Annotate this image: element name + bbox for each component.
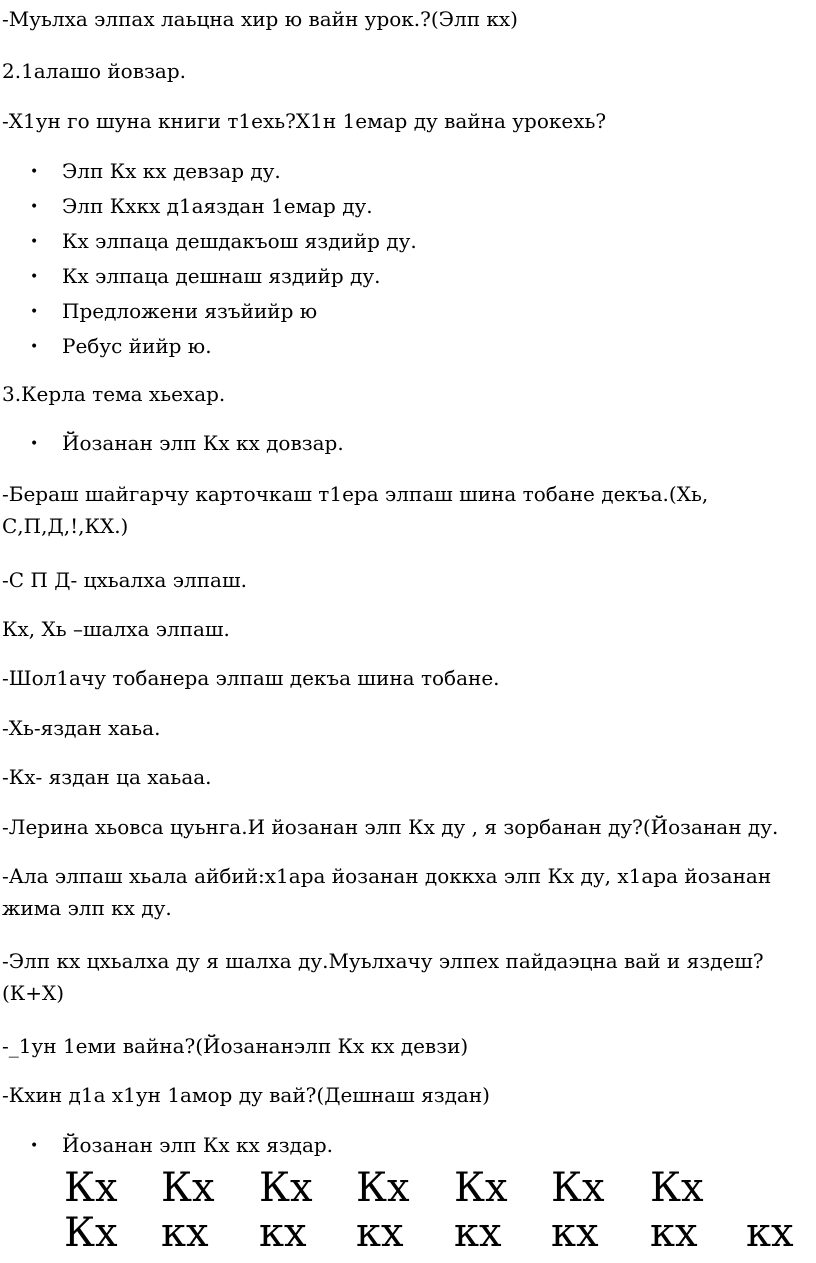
handwritten-letter-pair: кх — [746, 1210, 794, 1256]
text-line-9: -Хь-яздан хаьа. — [2, 716, 161, 740]
bullet-item — [30, 155, 281, 187]
handwritten-letter-pair: Кх — [551, 1165, 605, 1211]
bullet-dot: • — [30, 1138, 39, 1154]
bullet-item — [30, 330, 212, 362]
bullet-item — [30, 1129, 333, 1161]
bullet-text: Элп Кх кх девзар ду. — [62, 159, 281, 183]
handwritten-letter-pair: Кх — [454, 1165, 508, 1211]
handwritten-letter-pair: Кх — [259, 1165, 313, 1211]
bullet-dot: • — [30, 269, 39, 285]
handwritten-letter-pair: кх — [356, 1210, 404, 1256]
text-line-15: -Кхин д1а х1ун 1амор ду вай?(Дешнаш яздан) — [2, 1083, 490, 1107]
bullet-item — [30, 295, 317, 327]
bullet-text: Элп Кхкх д1аяздан 1емар ду. — [62, 194, 373, 218]
handwritten-letter-pair: кх — [551, 1210, 599, 1256]
text-line-10: -Кх- яздан ца хаьаа. — [2, 765, 212, 789]
bullet-item — [30, 260, 380, 292]
bullet-text: Йозанан элп Кх кх яздар. — [62, 1133, 334, 1157]
bullet-dot: • — [30, 339, 39, 355]
bullet-text: Кх элпаца дешнаш яздийр ду. — [62, 264, 381, 288]
handwritten-letter-pair: Кх — [161, 1165, 215, 1211]
section-heading: 3.Керла тема хьехар. — [2, 382, 226, 406]
bullet-item — [30, 427, 344, 459]
bullet-item — [30, 225, 417, 257]
text-line-6: -С П Д- цхьалха элпаш. — [2, 568, 247, 592]
text-line-5: -Бераш шайгарчу карточкаш т1ера элпаш шина тобане декъа.(Хь, С,П,Д,!,КХ.) — [2, 482, 709, 538]
handwritten-letter-pair: кх — [259, 1210, 307, 1256]
bullet-dot: • — [30, 199, 39, 215]
handwritten-letter-pair: Кх — [650, 1165, 704, 1211]
bullet-dot: • — [30, 436, 39, 452]
text-line-14: -_1ун 1еми вайна?(Йозананэлп Кх кх девзи) — [2, 1034, 469, 1058]
text-line-13: -Элп кх цхьалха ду я шалха ду.Муьлхачу элпех пайдаэцна вай и яздеш?(К+Х) — [2, 949, 764, 1005]
text-line-12: -Ала элпаш хьала айбий:х1ара йозанан доккха элп Кх ду, х1ара йозанан жима элп кх ду. — [2, 864, 772, 920]
handwritten-letter-pair: кх — [454, 1210, 502, 1256]
text-line-3: -Х1ун го шуна книги т1ехь?Х1н 1емар ду вайна урокехь? — [2, 109, 607, 133]
text-line-1: -Муьлха элпах лаьцна хир ю вайн урок.?(Элп кх) — [2, 7, 518, 31]
text-line-11: -Лерина хьовса цуьнга.И йозанан элп Кх ду , я зорбанан ду?(Йозанан ду. — [2, 815, 779, 839]
bullet-dot: • — [30, 234, 39, 250]
bullet-text: Йозанан элп Кх кх довзар. — [62, 431, 344, 455]
text-line-8: -Шол1ачу тобанера элпаш декъа шина тобане. — [2, 666, 500, 690]
bullet-dot: • — [30, 304, 39, 320]
text-line-2: 2.1алашо йовзар. — [2, 59, 186, 83]
handwritten-letter-pair: Кх — [356, 1165, 410, 1211]
handwritten-letter-pair: кх — [161, 1210, 209, 1256]
text-line-7: Кх, Хь –шалха элпаш. — [2, 617, 230, 641]
handwritten-letter-pair: кх — [650, 1210, 698, 1256]
bullet-text: Предложени язъйийр ю — [62, 299, 318, 323]
bullet-text: Ребус йийр ю. — [62, 334, 212, 358]
bullet-text: Кх элпаца дешдакъош яздийр ду. — [62, 229, 417, 253]
bullet-dot: • — [30, 164, 39, 180]
handwritten-letter-pair: Кх — [64, 1210, 118, 1256]
handwritten-letter-pair: Кх — [64, 1165, 118, 1211]
bullet-item — [30, 190, 373, 222]
